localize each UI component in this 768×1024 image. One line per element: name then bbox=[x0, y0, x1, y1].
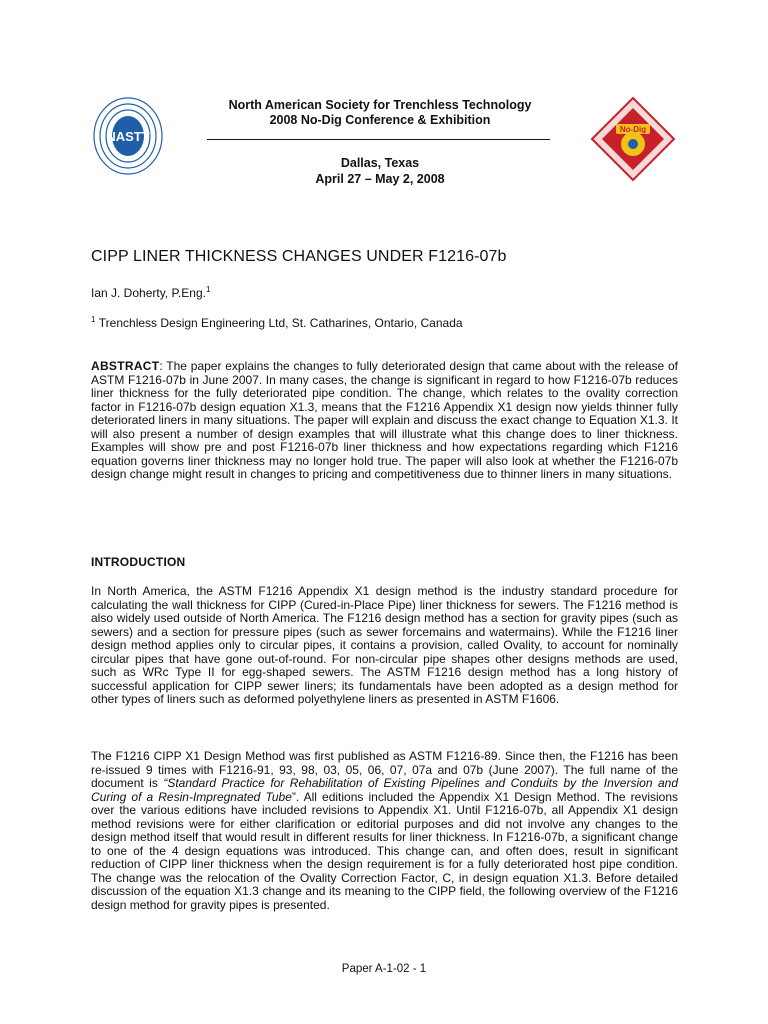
affiliation-line bbox=[91, 316, 463, 330]
nastt-logo bbox=[92, 96, 168, 186]
introduction-paragraph-2 bbox=[91, 750, 678, 913]
abstract-body: : The paper explains the changes to fully deteriorated design that came about with the release of ASTM F1216-07b in June 2007. In many cases, the change is significant in regard to how F1216-07b reduces liner thickness for the fully deteriorated pipe condition. The change, which relates to the ovality correction factor in F1216-07b design equation X1.3, means that the F1216 Appendix X1 design now yields thinner fully deteriorated liners in many situations. The paper will explain and discuss the exact change to Equation X1.3. It will also present a number of design examples that will illustrate what this change does to liner thickness. Examples will show pre and post F1216-07b liner thickness and how expectations regarding which F1216 equation governs liner thickness may no longer hold true. The paper will also look at whether the F1216-07b design change might result in changes to pricing and competitiveness due to thinner liners in many situations. bbox=[91, 359, 678, 482]
affiliation-superscript: 1 bbox=[91, 315, 96, 324]
nodig-logo bbox=[590, 96, 676, 182]
author-superscript: 1 bbox=[205, 285, 211, 294]
introduction-heading: INTRODUCTION bbox=[91, 555, 186, 569]
nastt-logo-text: NASTT bbox=[106, 129, 150, 144]
abstract-label: ABSTRACT bbox=[91, 359, 160, 373]
paper-title: CIPP LINER THICKNESS CHANGES UNDER F1216-07b bbox=[91, 248, 507, 265]
header-divider bbox=[207, 139, 550, 140]
affiliation-text: Trenchless Design Engineering Ltd, St. Catharines, Ontario, Canada bbox=[98, 316, 463, 330]
intro-p2-part-c: the following overview of the F1216 design method for gravity pipes is presented. bbox=[91, 884, 678, 913]
conference-name: 2008 No-Dig Conference & Exhibition bbox=[269, 113, 491, 127]
intro-p2-part-a: The F1216 CIPP X1 Design Method was first published as ASTM F1216-89. Since then, the F1216 has been re-issued 9 times with F1216-91, 93, 98, 03, 05, 06, 07, 07a and 07b (June 2007). The full name of the document is bbox=[91, 749, 678, 791]
abstract-paragraph bbox=[91, 360, 678, 482]
author-name: Ian J. Doherty, P.Eng. bbox=[91, 286, 206, 300]
author-line bbox=[91, 286, 210, 300]
intro-p2-part-b: ”. All editions included the Appendix X1 Design Method. The revisions over the various editions have included revisions to Appendix X1. Until F1216-07b, all Appendix X1 design method revisions were for either clarification or editorial purposes and did not involve any changes to the design method itself that would result in different results for liner thickness. In F1216-07b, a significant change to one of the 4 design equations was introduced. This change can, and often does, result in significant reduction of CIPP liner thickness when the design requirement is for a fully deteriorated host pipe condition. The change was the relocation of the Ovality Correction Factor, C, in design equation X1.3. Before detailed discussion of the equation X1.3 change and its meaning to the CIPP field bbox=[91, 789, 678, 899]
introduction-paragraph-1: In North America, the ASTM F1216 Appendix X1 design method is the industry standard procedure for calculating the wall thickness for CIPP (Cured-in-Place Pipe) liner thickness for sewers. The F1216 method is also widely used outside of North America. The F1216 design method has a section for gravity pipes (such as sewers) and a section for pressure pipes (such as sewer forcemains and watermains). While the F1216 liner design method applies only to circular pipes, it contains a provision, called Ovality, to account for nominally circular pipes that have gone out-of-round. For non-circular pipe shapes other designs methods are used, such as WRc Type II for egg-shaped sewers. The ASTM F1216 design method has a long history of successful application for CIPP sewer liners; its fundamentals have been adopted as a design method for other types of liners such as deformed polyethylene liners as presented in ASTM F1606. bbox=[91, 584, 678, 707]
page-footer: Paper A-1-02 - 1 bbox=[341, 963, 427, 975]
conference-city: Dallas, Texas bbox=[340, 156, 420, 170]
standard-full-name: “Standard Practice for Rehabilitation of Existing Pipelines and Conduits by the Inversion and Curing of a Resin-Impregnated Tube bbox=[91, 776, 678, 804]
nodig-logo-text: No-Dig bbox=[619, 125, 647, 134]
conference-dates: April 27 – May 2, 2008 bbox=[315, 172, 445, 186]
intro-p2-red-comma: , bbox=[481, 884, 485, 899]
society-name: North American Society for Trenchless Technology bbox=[228, 98, 532, 112]
